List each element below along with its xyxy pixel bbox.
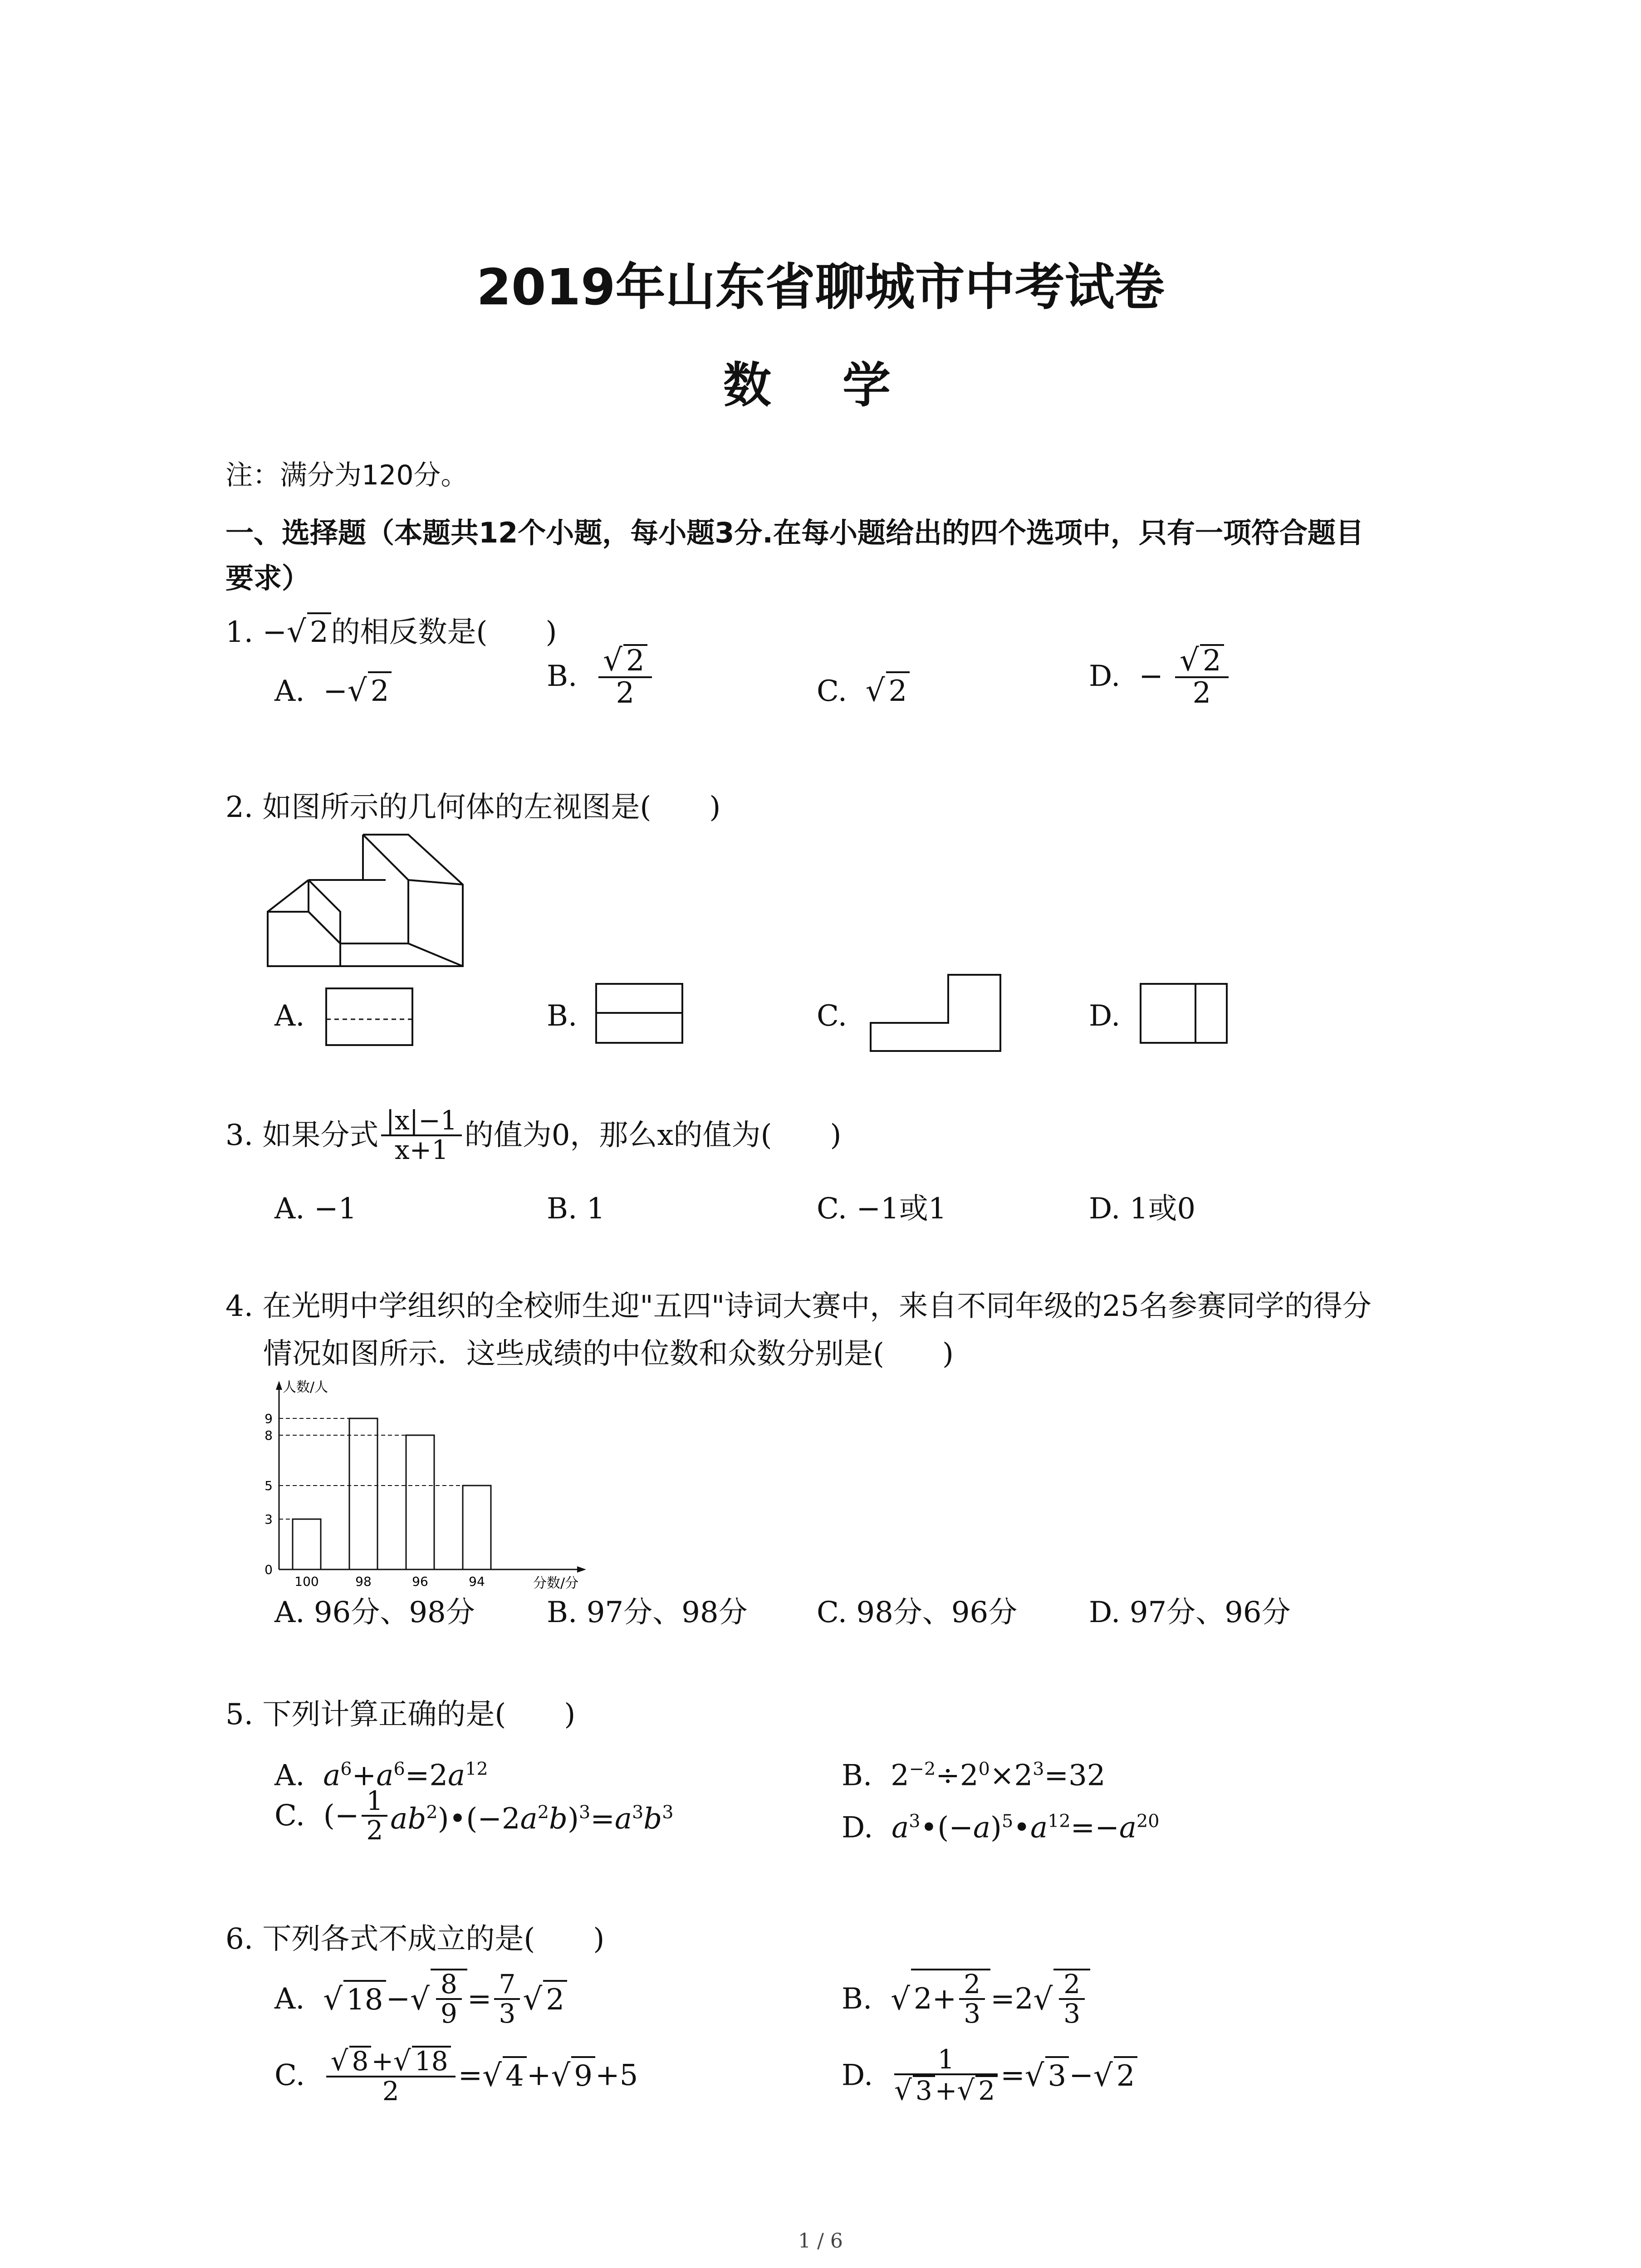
- q1-option-b[interactable]: [547, 644, 655, 709]
- score-note: 注：满分为120分。: [225, 459, 468, 491]
- q3-option-d[interactable]: D. 1或0: [1089, 1192, 1196, 1226]
- q1-a-radicand: 2: [368, 671, 392, 709]
- x-tick-label: 98: [355, 1574, 372, 1589]
- q5-b-label: B.: [842, 1759, 872, 1793]
- q1-radicand: 2: [307, 612, 331, 650]
- exam-title: 2019年山东省聊城市中考试卷: [476, 258, 1165, 316]
- q5-option-b[interactable]: B. $2^{-2}\div 2^0\times 2^3=32$: [842, 1759, 1106, 1793]
- q4-option-d[interactable]: D. 97分、96分: [1089, 1596, 1291, 1629]
- q3-text-2: 的值为0，那么x的值为( ): [464, 1118, 842, 1152]
- q5-option-a[interactable]: A. $a^6+a^6=2a^{12}$: [274, 1759, 488, 1793]
- q2-view-a: [324, 987, 415, 1048]
- q5-option-d[interactable]: D. $a^3•(-a)^5•a^{12}=-a^{20}$: [842, 1811, 1160, 1845]
- x-tick-label: 94: [469, 1574, 485, 1589]
- question-4-line2: 情况如图所示．这些成绩的中位数和众数分别是( ): [263, 1337, 954, 1371]
- q1-d-label: D.: [1089, 660, 1121, 694]
- q6-c-label: C.: [274, 2058, 305, 2092]
- q3-option-a[interactable]: A. −1: [274, 1192, 357, 1226]
- question-6: 6. 下列各式不成立的是( ): [225, 1922, 605, 1956]
- q4-option-c[interactable]: C. 98分、96分: [817, 1596, 1018, 1629]
- q3-fraction-den: x+1: [394, 1134, 449, 1165]
- x-axis-arrow: [577, 1566, 586, 1573]
- q1-b-label: B.: [547, 660, 578, 694]
- q3-number: 3.: [225, 1118, 254, 1152]
- q2-d-label: D.: [1089, 999, 1121, 1033]
- x-axis-label: 分数/分: [533, 1575, 579, 1591]
- q3-option-b[interactable]: B. 1: [547, 1192, 605, 1226]
- q2-view-b: [594, 982, 685, 1046]
- q2-option-c[interactable]: [817, 998, 847, 1034]
- q5-a-label: A.: [274, 1759, 305, 1793]
- y-tick-label: 8: [265, 1428, 273, 1443]
- bar: [293, 1519, 321, 1569]
- q1-sign: −: [262, 616, 287, 649]
- question-4-line1: 4. 在光明中学组织的全校师生迎"五四"诗词大赛中，来自不同年级的25名参赛同学的得分: [225, 1290, 1372, 1323]
- q3-fraction-num: |x|−1: [381, 1107, 461, 1136]
- question-2: 2. 如图所示的几何体的左视图是( ): [225, 791, 721, 824]
- q1-d-fraction: $\frac{√ 2}{2}$: [1175, 644, 1229, 709]
- question-3: [225, 1107, 841, 1164]
- q1-text: 的相反数是( ): [331, 616, 557, 649]
- q1-d-den: 2: [1192, 676, 1211, 710]
- q4-option-a[interactable]: A. 96分、98分: [274, 1596, 475, 1629]
- x-tick-label: 100: [294, 1574, 319, 1589]
- y-tick-label: 9: [265, 1411, 273, 1426]
- q2-view-c: [869, 973, 1005, 1055]
- q3-fraction: [381, 1107, 461, 1164]
- q2-solid-figure: [263, 830, 472, 975]
- q1-b-den: 2: [616, 676, 635, 710]
- q1-option-d[interactable]: [1089, 644, 1231, 709]
- y-tick-label: 0: [265, 1562, 273, 1577]
- question-5: 5. 下列计算正确的是( ): [225, 1698, 576, 1731]
- question-1: 1. −√ 2的相反数是( ): [225, 612, 557, 650]
- q1-option-a[interactable]: A. −√ 2: [274, 671, 392, 709]
- q5-d-label: D.: [842, 1811, 873, 1845]
- q2-option-d[interactable]: [1089, 998, 1120, 1034]
- bar: [406, 1435, 434, 1569]
- subject-title: 数 学: [723, 357, 918, 413]
- q5-option-c[interactable]: C. (− $\frac{1}{2}$ $ab^2)•(-2a^2b)^3=a^3b^3$: [274, 1785, 674, 1846]
- y-tick-label: 3: [265, 1512, 273, 1527]
- q2-a-label: A.: [274, 999, 305, 1033]
- q1-a-label: A.: [274, 675, 305, 708]
- y-axis-label: 人数/人: [283, 1379, 328, 1395]
- q6-option-a[interactable]: A. √ 18−√ $\frac{8}{9}$ = $\frac{7}{3}$ √ 2: [274, 1969, 567, 2028]
- q3-option-c[interactable]: C. −1或1: [817, 1192, 947, 1226]
- q6-b-label: B.: [842, 1982, 872, 2016]
- q6-option-c[interactable]: C. $\frac{√ 8 +√ 18}{2}$ =√ 4+√ 9+5: [274, 2045, 638, 2107]
- q1-b-fraction: $\frac{√ 2}{2}$: [598, 644, 652, 709]
- section-heading-line1: 一、选择题（本题共12个小题，每小题3分.在每小题给出的四个选项中，只有一项符合题目: [225, 516, 1364, 549]
- y-axis-arrow: [276, 1381, 282, 1390]
- bar: [349, 1418, 377, 1569]
- q1-number: 1.: [225, 616, 254, 649]
- q5-c-label: C.: [274, 1799, 305, 1833]
- q6-d-label: D.: [842, 2058, 873, 2092]
- q1-d-sign: −: [1139, 660, 1163, 694]
- bar: [463, 1486, 491, 1569]
- q3-text-1: 如果分式: [262, 1118, 379, 1152]
- page-number: 1 / 6: [798, 2229, 843, 2253]
- q1-c-label: C.: [817, 675, 847, 708]
- q1-option-c[interactable]: C. √ 2: [817, 671, 910, 709]
- q6-option-b[interactable]: B. √ 2+ $\frac{2}{3}$ =2√ $\frac{2}{3}$: [842, 1969, 1090, 2028]
- q2-c-label: C.: [817, 999, 847, 1033]
- q1-b-num: 2: [623, 644, 647, 676]
- q1-c-radicand: 2: [886, 671, 910, 709]
- q6-option-d[interactable]: D. $\frac{1}{√ 3 +√ 2}$ =√ 3−√ 2: [842, 2046, 1137, 2105]
- q2-b-label: B.: [547, 999, 578, 1033]
- y-tick-label: 5: [265, 1478, 273, 1493]
- q4-option-b[interactable]: B. 97分、98分: [547, 1596, 748, 1629]
- q6-a-label: A.: [274, 1982, 305, 2016]
- x-tick-label: 96: [412, 1574, 428, 1589]
- q1-a-sign: −: [323, 675, 348, 708]
- section-heading-line2: 要求）: [225, 562, 310, 595]
- q2-option-a[interactable]: [274, 998, 305, 1034]
- q2-option-b[interactable]: [547, 998, 577, 1034]
- q2-view-d: [1139, 982, 1230, 1046]
- q1-d-num: 2: [1200, 644, 1224, 676]
- q4-bar-chart: [236, 1374, 608, 1601]
